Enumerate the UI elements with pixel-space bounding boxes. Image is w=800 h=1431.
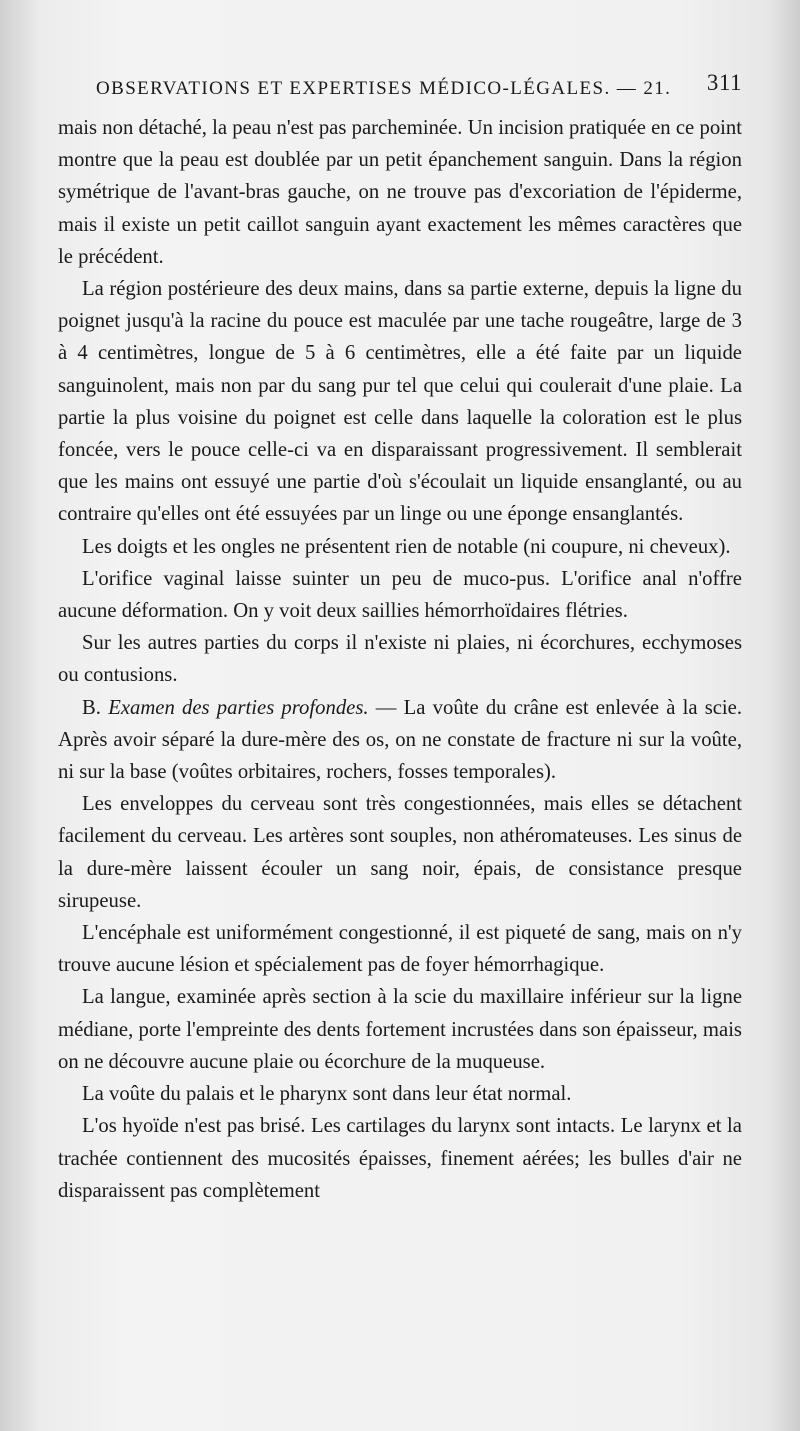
paragraph-9: La langue, examinée après section à la scie du maxillaire inférieur sur la ligne médiane, porte l'empreinte des dents fortement incrustées dans son épaisseur, mais on ne découvre aucune plaie ou écorchure de la muqueuse. xyxy=(58,986,742,1073)
paragraph-8: L'encéphale est uniformément congestionné, il est piqueté de sang, mais on n'y trouve aucune lésion et spécialement pas de foyer hémorrhagique. xyxy=(58,922,742,977)
page-header xyxy=(96,70,742,100)
paragraph-4: L'orifice vaginal laisse suinter un peu de muco-pus. L'orifice anal n'offre aucune déformation. On y voit deux saillies hémorrhoïdaires flétries. xyxy=(58,567,742,623)
paragraph-2: La région postérieure des deux mains, dans sa partie externe, depuis la ligne du poignet jusqu'à la racine du pouce est maculée par une tache rougeâtre, large de 3 à 4 centimètres, longue de 5 à 6 centimètres, elle a été faite par un liquide sanguinolent, mais non par du sang pur tel que celui qui coulerait d'une plaie. La partie la plus voisine du poignet est celle dans laquelle la coloration est le plus foncée, vers le pouce celle-ci va en disparaissant progressivement. Il semblerait que les mains ont essuyé une partie d'où s'écoulait un liquide ensanglanté, ou au contraire qu'elles ont été essuyées par un linge ou une éponge ensanglantés. xyxy=(58,278,742,526)
paragraph-5: Sur les autres parties du corps il n'existe ni plaies, ni écorchures, ecchymoses ou contusions. xyxy=(58,632,742,687)
section-text: — La voûte du crâne est enlevée à la scie. Après avoir séparé la dure-mère des os, on ne constate de fracture ni sur la voûte, ni sur la base (voûtes orbitaires, rochers, fosses temporales). xyxy=(58,696,743,784)
page-number: 311 xyxy=(706,70,742,95)
body-text xyxy=(58,112,742,1207)
running-title: OBSERVATIONS ET EXPERTISES MÉDICO-LÉGALES. — 21. xyxy=(96,78,672,99)
paragraph-7: Les enveloppes du cerveau sont très congestionnées, mais elles se détachent facilement du cerveau. Les artères sont souples, non athéromateuses. Les sinus de la dure-mère laissent écouler un sang noir, épais, de consistance presque sirupeuse. xyxy=(58,793,742,912)
section-heading: Examen des parties profondes. xyxy=(108,696,369,719)
paragraph-3: Les doigts et les ongles ne présentent rien de notable (ni coupure, ni cheveux). xyxy=(82,535,731,558)
section-letter: B. xyxy=(82,696,101,719)
paragraph-10: La voûte du palais et le pharynx sont dans leur état normal. xyxy=(82,1083,572,1106)
paragraph-1: mais non détaché, la peau n'est pas parcheminée. Un incision pratiquée en ce point montre que la peau est doublée par un petit épanchement sanguin. Dans la région symétrique de l'avant-bras gauche, on ne trouve pas d'excoriation de l'épiderme, mais il existe un petit caillot sanguin ayant exactement les mêmes caractères que le précédent. xyxy=(58,117,742,268)
paragraph-6 xyxy=(58,692,742,789)
paragraph-11: L'os hyoïde n'est pas brisé. Les cartilages du larynx sont intacts. Le larynx et la trachée contiennent des mucosités épaisses, finement aérées; les bulles d'air ne disparaissent pas complètement xyxy=(58,1115,742,1202)
